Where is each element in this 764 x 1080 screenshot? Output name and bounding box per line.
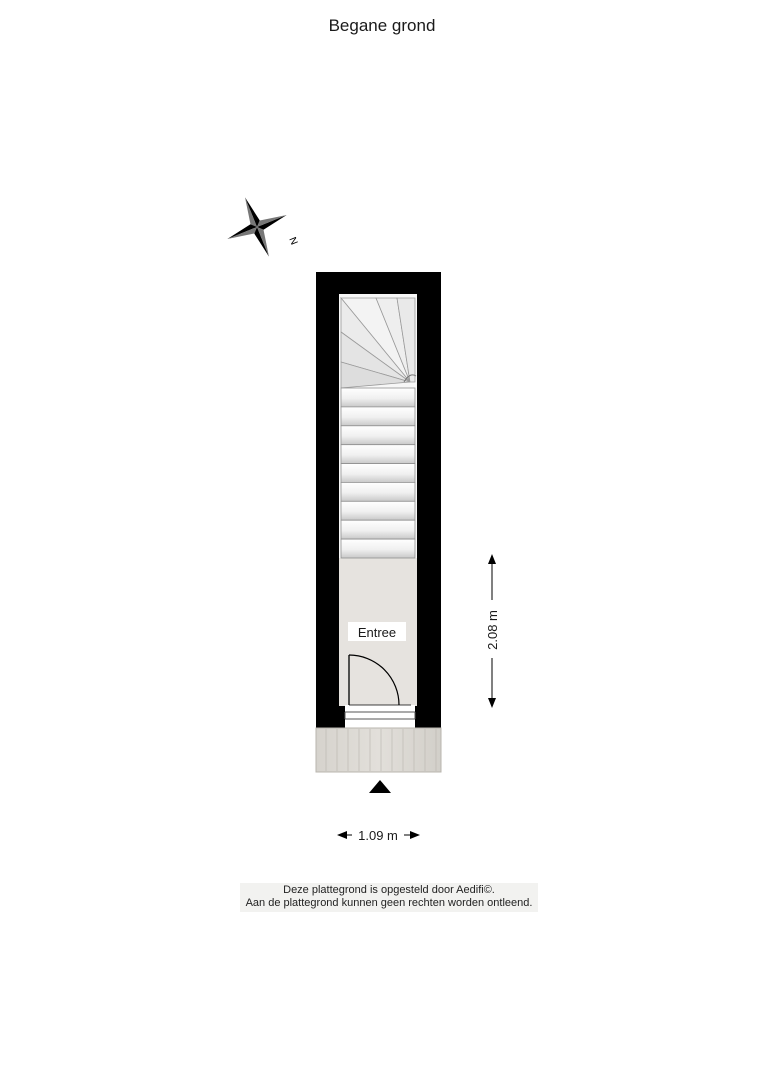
floor-title: Begane grond bbox=[328, 16, 436, 35]
room-label-entree: Entree bbox=[357, 625, 397, 640]
width-dimension bbox=[337, 826, 420, 844]
north-label: N bbox=[286, 235, 300, 247]
stair-tread bbox=[341, 445, 415, 464]
disclaimer-line-1: Deze plattegrond is opgesteld door Aedifi©. bbox=[283, 884, 495, 896]
stair-tread bbox=[341, 464, 415, 483]
stair-tread bbox=[341, 388, 415, 407]
width-dimension-label: 1.09 m bbox=[358, 828, 398, 843]
staircase bbox=[339, 294, 417, 558]
stair-tread bbox=[341, 426, 415, 445]
winder-steps bbox=[341, 298, 416, 388]
stair-tread bbox=[341, 539, 415, 558]
door-opening bbox=[345, 705, 415, 730]
height-dimension bbox=[482, 554, 502, 708]
entrance-triangle-icon bbox=[369, 780, 391, 793]
disclaimer-line-2: Aan de plattegrond kunnen geen rechten worden ontleend. bbox=[245, 897, 533, 909]
stair-tread bbox=[341, 520, 415, 539]
stair-tread bbox=[341, 482, 415, 501]
stair-tread bbox=[341, 501, 415, 520]
height-dimension-label: 2.08 m bbox=[485, 610, 500, 650]
front-step bbox=[316, 728, 441, 772]
disclaimer-note bbox=[240, 883, 538, 912]
compass-rose-icon bbox=[215, 185, 298, 268]
straight-steps bbox=[341, 388, 415, 558]
stair-tread bbox=[341, 407, 415, 426]
